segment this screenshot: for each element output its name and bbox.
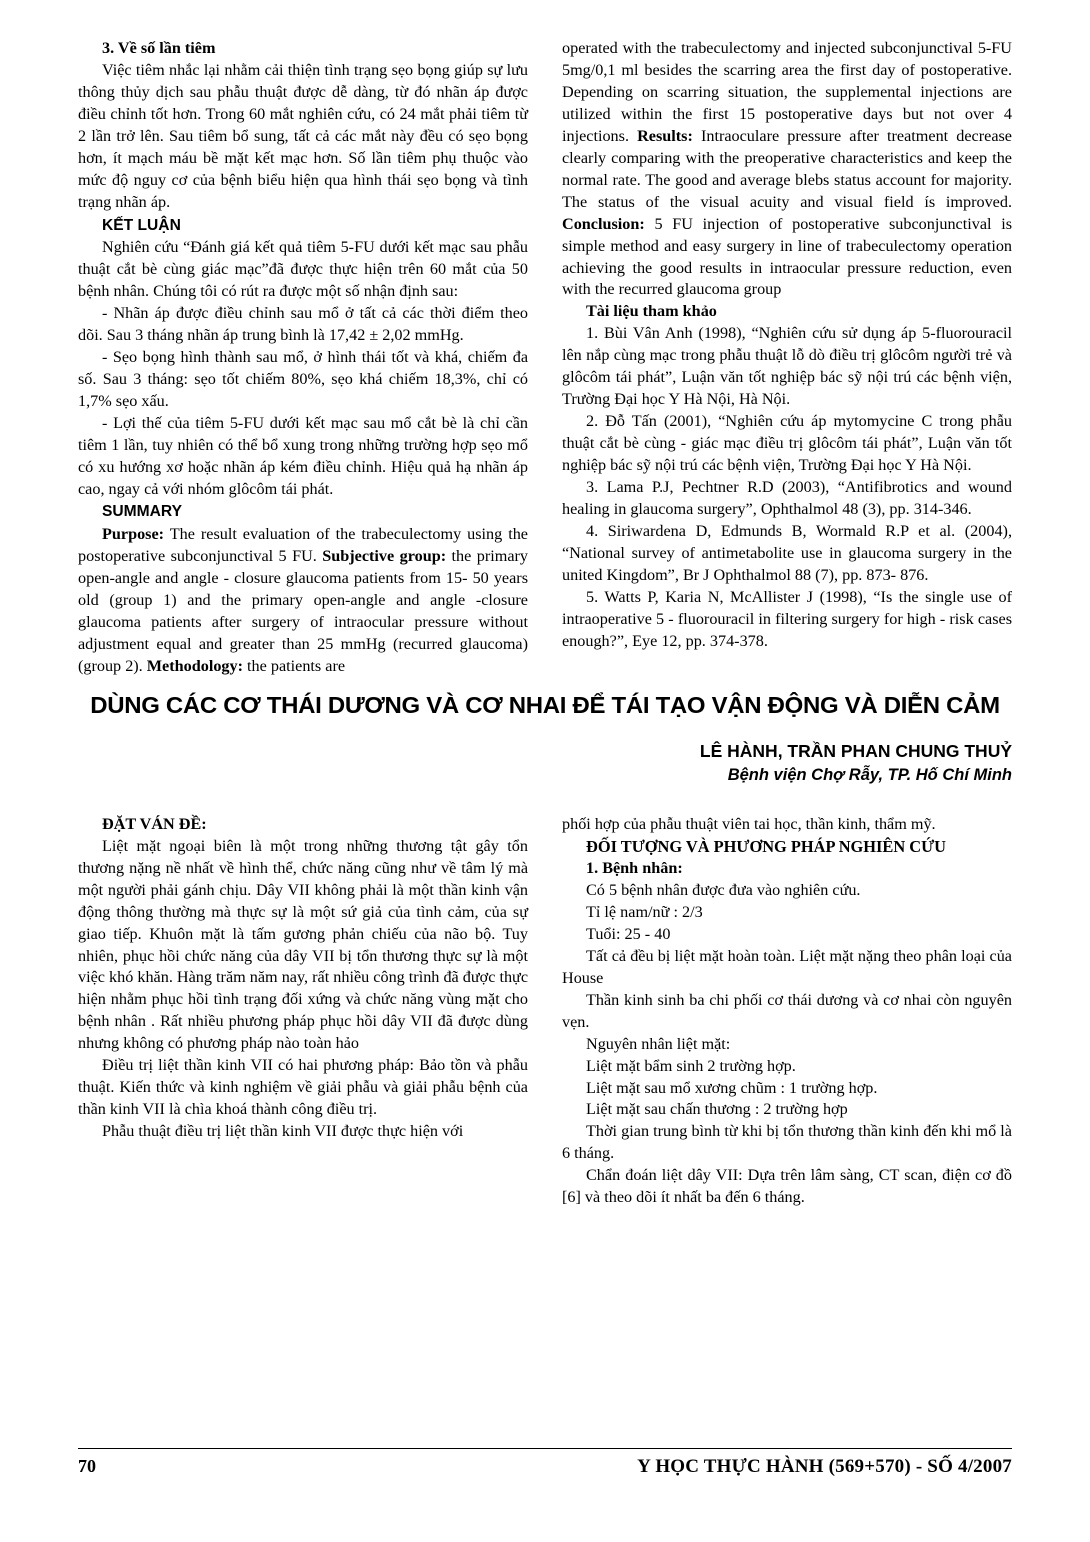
paragraph-2: Thần kinh sinh ba chi phối cơ thái dương và cơ nhai còn nguyên vẹn.	[562, 990, 1012, 1031]
paragraph-1: Liệt mặt ngoại biên là một trong những thương tật gây tổn thương nặng nề nhất về hình thể, chức năng cũng như về tâm lý mà một người phải gánh chịu. Dây VII không phải là một thần kinh vận động thông thường mà thực sự là một sứ giả của tình cảm, của sự giao tiếp. Khuôn mặt là tấm gương phản chiếu của não bộ. Tuy nhiên, phục hồi chức năng của dây VII bị tổn thương thực sự là một việc khó khăn. Hàng trăm năm nay, rất nhiều công trình đã được thực hiện nhằm phục hồi tình trạng đối xứng và chức năng vùng mặt cho bệnh nhân . Rất nhiều phương pháp phục hồi dây VII đã được dùng nhưng không có phương pháp nào toàn hảo	[78, 836, 528, 1053]
page-content	[78, 38, 1012, 1209]
reference-item: 2. Đỗ Tấn (2001), “Nghiên cứu áp mytomycine C trong phẫu thuật cắt bè cùng - giác mạc điều trị glôcôm tái phát”, Luận văn tốt nghiệp bác sỹ nội trú các bệnh viện, Trường Đại học Y Hà Nội.	[562, 412, 1012, 475]
paragraph-3: - Nhãn áp được điều chỉnh sau mổ ở tất cả các thời điểm theo dõi. Sau 3 tháng nhãn áp trung bình là 17,42 ± 2,02 mmHg.	[78, 303, 528, 344]
paragraph-4: Chẩn đoán liệt dây VII: Dựa trên lâm sàng, CT scan, điện cơ đồ [6] và theo dõi ít nhất ba đến 6 tháng.	[562, 1166, 1012, 1207]
results-label: Results:	[637, 126, 693, 145]
reference-item: 4. Siriwardena D, Edmunds B, Wormald R.P et al. (2004), “National survey of antimetabolite use in glaucoma surgery in the united Kingdom”, Br J Ophthalmol 88 (7), pp. 873- 876.	[562, 521, 1012, 584]
line-item: Tỉ lệ nam/nữ : 2/3	[586, 902, 703, 921]
reference-item: 5. Watts P, Karia N, McAllister J (1998), “Is the single use of intraoperative 5 - fluorouracil in filtering surgery for high - risk cases enough?”, Eye 12, pp. 374-378.	[562, 587, 1012, 650]
reference-item: 3. Lama P.J, Pechtner R.D (2003), “Antifibrotics and wound healing in glaucoma surgery”, Ophthalmol 48 (3), pp. 314-346.	[562, 478, 1012, 519]
article-2-right-column	[562, 814, 1012, 1209]
conclusion-label: Conclusion:	[562, 214, 645, 233]
summary-subjective-text: the primary open-angle and angle - closure glaucoma patients from 15- 50 years old (group 1) and the primary open-angle and angle -closure glaucoma patients after surgery of intraocular pressure without adjustment equal and greater than 25 mmHg (recurred glaucoma)(group 2).	[78, 546, 528, 675]
article-2-authors: LÊ HÀNH, TRẦN PHAN CHUNG THUỶ	[699, 740, 1012, 761]
summary-subjective-label: Subjective group:	[322, 546, 447, 565]
paragraph-1: Việc tiêm nhắc lại nhằm cải thiện tình trạng sẹo bọng giúp sự lưu thông thủy dịch sau phẫu thuật được dễ dàng, từ đó nhãn áp được điều chỉnh tốt hơn. Trong 60 mắt nghiên cứu, có 24 mắt phải tiêm từ 2 lần trở lên. Sau tiêm bổ sung, tất cả các mắt này đều có sẹo bọng hơn, ít mạch máu bề mặt kết mạc hơn. Số lần tiêm phụ thuộc vào mức độ nguy cơ của bệnh biểu hiện qua hình thái sẹo bọng và tình trạng nhãn áp.	[78, 60, 528, 211]
heading-ket-luan: KẾT LUẬN	[102, 216, 181, 234]
line-item: Nguyên nhân liệt mặt:	[586, 1034, 731, 1053]
article-1-right-column	[562, 38, 1012, 678]
article-2	[78, 814, 1012, 1209]
heading-references: Tài liệu tham khảo	[586, 302, 717, 321]
results-text: Intraoculare pressure after treatment decrease clearly comparing with the preoperative characteristics and keep the normal rate. The good and average blebs status account for majority. The status of the visual acuity and visual field ís improved.	[562, 126, 1012, 211]
article-1	[78, 38, 1012, 678]
line-item: Liệt mặt sau chấn thương : 2 trường hợp	[586, 1100, 848, 1119]
paragraph-3: Phẫu thuật điều trị liệt thần kinh VII được thực hiện với	[102, 1122, 464, 1141]
summary-purpose-text: The result evaluation of the trabeculectomy using the postoperative subconjunctival 5 FU.	[78, 524, 528, 565]
paragraph-3: Thời gian trung bình từ khi bị tổn thương thần kinh đến khi mổ là 6 tháng.	[562, 1122, 1012, 1163]
paragraph-1: Tất cả đều bị liệt mặt hoàn toàn. Liệt mặt nặng theo phân loại của House	[562, 946, 1012, 987]
summary-method-label: Methodology:	[146, 656, 243, 675]
footer-divider	[78, 1448, 1012, 1449]
paragraph-5: - Lợi thế của tiêm 5-FU dưới kết mạc sau mổ cắt bè là chỉ cần tiêm 1 lần, tuy nhiên có thể bổ xung trong những trường hợp sẹo mổ có xu hướng xơ hoặc nhãn áp kém điều chỉnh. Hiệu quả hạ nhãn áp cao, ngay cả với nhóm glôcôm tái phát.	[78, 413, 528, 498]
line-item: Tuổi: 25 - 40	[586, 924, 671, 943]
heading-doi-tuong: ĐỐI TƯỢNG VÀ PHƯƠNG PHÁP NGHIÊN CỨU	[586, 836, 946, 856]
article-1-left-column	[78, 38, 528, 678]
summary-method-text: the patients are	[243, 656, 346, 675]
heading-summary: SUMMARY	[102, 503, 182, 521]
paragraph-2: Nghiên cứu “Đánh giá kết quả tiêm 5-FU dưới kết mạc sau phẫu thuật cắt bè cùng giác mạc”đã được thực hiện trên 60 mắt của 50 bệnh nhân. Chúng tôi có rút ra được một số nhận định sau:	[78, 238, 528, 300]
summary-continued	[562, 38, 1012, 301]
paragraph-4: - Sẹo bọng hình thành sau mổ, ở hình thái tốt và khá, chiếm đa số. Sau 3 tháng: sẹo tốt chiếm 80%, sẹo khá chiếm 18,3%, chỉ có 1,7% sẹo xấu.	[78, 347, 528, 410]
subheading-benh-nhan: 1. Bệnh nhân:	[586, 858, 683, 877]
journal-citation: Y HỌC THỰC HÀNH (569+570) - SỐ 4/2007	[637, 1456, 1012, 1477]
line-item: Liệt mặt sau mổ xương chũm : 1 trường hợp.	[586, 1078, 878, 1097]
heading-so-lan-tiem: 3. Về số lần tiêm	[102, 39, 216, 57]
paragraph-2: Điều trị liệt thần kinh VII có hai phương pháp: Bảo tồn và phẫu thuật. Kiến thức và kinh nghiệm về giải phẫu và giải phẫu bệnh của thần kinh VII là chìa khoá thành công điều trị.	[78, 1056, 528, 1119]
reference-item: 1. Bùi Vân Anh (1998), “Nghiên cứu sử dụng áp 5-fluorouracil lên nắp cùng mạc trong phẫu thuật lỗ dò điều trị glôcôm người trẻ và glôcôm tái phát”, Luận văn tốt nghiệp bác sỹ nội trú các bệnh viện, Trường Đại học Y Hà Nội, Hà Nội.	[562, 324, 1012, 409]
page-number: 70	[78, 1456, 96, 1476]
summary-continued-text: operated with the trabeculectomy and injected subconjunctival 5-FU 5mg/0,1 ml besides the scarring area the first day of postoperative. Depending on scarring situation, the supplemental injections are utilized within the first 15 postoperative days but not over 4 injections.	[562, 39, 1012, 145]
summary-paragraph	[78, 524, 528, 678]
line-item: Liệt mặt bẩm sinh 2 trường hợp.	[586, 1056, 796, 1075]
conclusion-text: 5 FU injection of postoperative subconjunctival is simple method and easy surgery in line of trabeculectomy operation achieving the good results in intraocular pressure reduction, even with the recurred glaucoma group	[562, 214, 1012, 299]
line-item: Có 5 bệnh nhân được đưa vào nghiên cứu.	[586, 880, 861, 899]
paragraph-continued: phối hợp của phẫu thuật viên tai học, thần kinh, thẩm mỹ.	[562, 814, 936, 833]
page-footer	[78, 1448, 1012, 1488]
heading-dat-van-de: ĐẶT VÁN ĐỀ:	[102, 814, 207, 833]
summary-purpose-label: Purpose:	[102, 524, 165, 543]
article-2-left-column	[78, 814, 528, 1209]
article-2-title: DÙNG CÁC CƠ THÁI DƯƠNG VÀ CƠ NHAI ĐỂ TÁI TẠO VẬN ĐỘNG VÀ DIỄN CẢM	[90, 691, 1000, 718]
article-2-affiliation: Bệnh viện Chợ Rẫy, TP. Hố Chí Minh	[727, 765, 1012, 784]
